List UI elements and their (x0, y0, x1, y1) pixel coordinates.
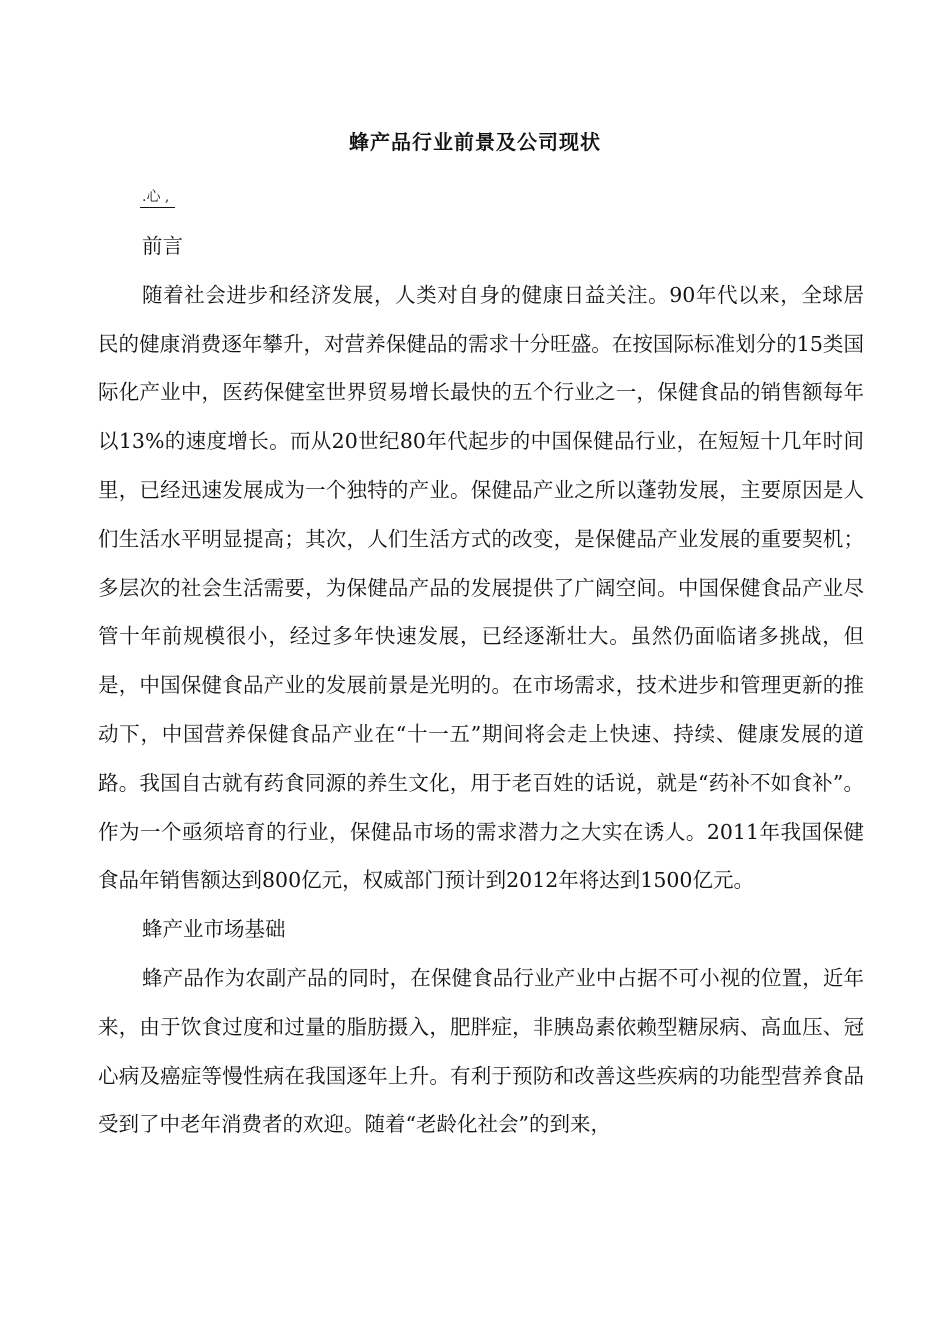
document-body (98, 222, 864, 1149)
section-heading-market-basis: 蜂产业市场基础 (142, 917, 286, 942)
document-title: 蜂产品行业前景及公司现状 (349, 130, 601, 154)
section-heading-preface: 前言 (142, 234, 183, 258)
paragraph-market-basis: 蜂产品作为农副产品的同时，在保健食品行业产业中占据不可小视的位置，近年来，由于饮食过度和过量的脂肪摄入，肥胖症，非胰岛素依赖型糖尿病、高血压、冠心病及癌症等慢性病在我国逐年上升。有利于预防和改善这些疾病的功能型营养食品受到了中老年消费者的欢迎。随着“老龄化社会”的到来， (98, 965, 864, 1137)
scan-artifact-mark: .心 , (140, 188, 175, 208)
paragraph-preface: 随着社会进步和经济发展，人类对自身的健康日益关注。90年代以来，全球居民的健康消费逐年攀升，对营养保健品的需求十分旺盛。在按国际标准划分的15类国际化产业中，医药保健室世界贸易增长最快的五个行业之一，保健食品的销售额每年以13%的速度增长。而从20世纪80年代起步的中国保健品行业，在短短十几年时间里，已经迅速发展成为一个独特的产业。保健品产业之所以蓬勃发展，主要原因是人们生活水平明显提高；其次，人们生活方式的改变，是保健品产业发展的重要契机；多层次的社会生活需要，为保健品产品的发展提供了广阔空间。中国保健食品产业尽管十年前规模很小，经过多年快速发展，已经逐渐壮大。虽然仍面临诸多挑战，但是，中国保健食品产业的发展前景是光明的。在市场需求，技术进步和管理更新的推动下，中国营养保健食品产业在“十一五”期间将会走上快速、持续、健康发展的道路。我国自古就有药食同源的养生文化，用于老百姓的话说，就是“药补不如食补”。作为一个亟须培育的行业，保健品市场的需求潜力之大实在诱人。2011年我国保健食品年销售额达到800亿元，权威部门预计到2012年将达到1500亿元。 (98, 282, 864, 893)
